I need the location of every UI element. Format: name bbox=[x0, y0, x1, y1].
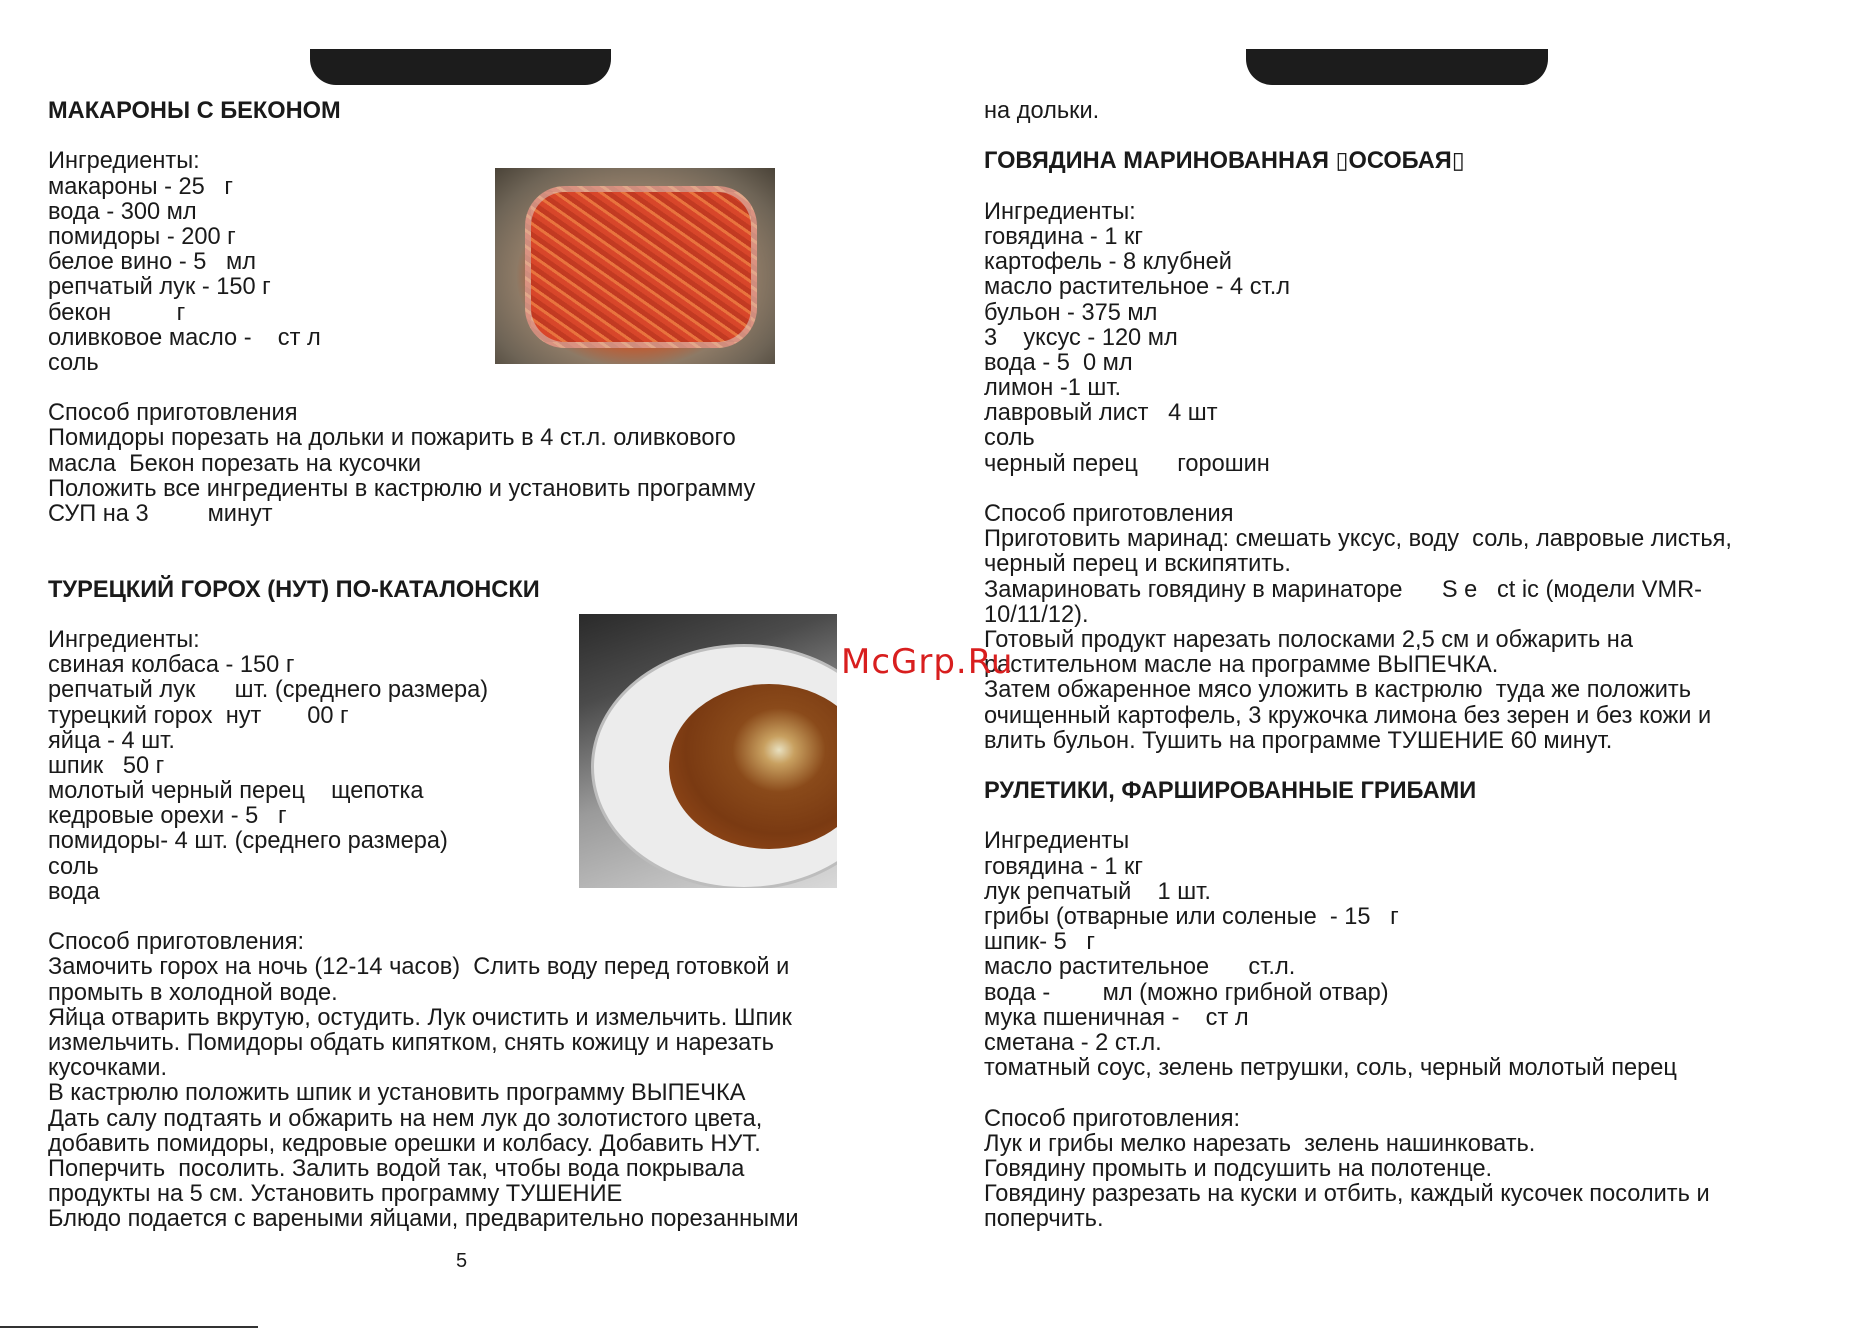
right-header-tab bbox=[1246, 49, 1548, 85]
text-line: молотый черный перец щепотка bbox=[48, 778, 424, 805]
text-line: соль bbox=[48, 349, 99, 376]
text-line: говядина - 1 кг bbox=[984, 223, 1143, 250]
text-line: Замариновать говядину в маринаторе S e ct ic (модели VMR- bbox=[984, 576, 1703, 603]
text-line: В кастрюлю положить шпик и установить программу ВЫПЕЧКА bbox=[48, 1080, 746, 1107]
text-line bbox=[48, 124, 799, 149]
text-line: Ингредиенты bbox=[984, 828, 1130, 855]
text-line: шпик 50 г bbox=[48, 752, 165, 779]
text-line: Блюдо подается с вареными яйцами, предварительно порезанными bbox=[48, 1206, 799, 1233]
text-line: вода - мл (можно грибной отвар) bbox=[984, 979, 1389, 1006]
text-line: Дать салу подтаять и обжарить на нем лук до золотистого цвета, bbox=[48, 1105, 763, 1132]
text-line: Яйца отварить вкрутую, остудить. Лук очистить и измельчить. Шпик bbox=[48, 1004, 792, 1031]
text-line: помидоры- 4 шт. (среднего размера) bbox=[48, 828, 448, 855]
text-line: репчатый лук шт. (среднего размера) bbox=[48, 677, 489, 704]
text-line: черный перец и вскипятить. bbox=[984, 551, 1291, 578]
recipe-title: РУЛЕТИКИ, ФАРШИРОВАННЫЕ ГРИБАМИ bbox=[984, 778, 1477, 805]
text-line: продукты на 5 см. Установить программу ТУШЕНИЕ bbox=[48, 1181, 623, 1208]
text-line: оливковое масло - ст л bbox=[48, 324, 321, 351]
text-line: растительном масле на программе ВЫПЕЧКА. bbox=[984, 652, 1499, 679]
text-line bbox=[48, 905, 799, 930]
text-line bbox=[984, 175, 1732, 200]
text-line: репчатый лук - 150 г bbox=[48, 274, 271, 301]
text-line: Замочить горох на ночь (12-14 часов) Слить воду перед готовкой и bbox=[48, 954, 790, 981]
text-line: Говядину промыть и подсушить на полотенце. bbox=[984, 1155, 1493, 1182]
text-line: помидоры - 200 г bbox=[48, 223, 236, 250]
text-line: вода - 5 0 мл bbox=[984, 349, 1133, 376]
right-page-text bbox=[984, 99, 1732, 1232]
text-line: Ингредиенты: bbox=[48, 148, 200, 175]
text-line: кедровые орехи - 5 г bbox=[48, 803, 287, 830]
text-line: Ингредиенты: bbox=[48, 626, 200, 653]
text-line bbox=[48, 527, 799, 552]
text-line: масло растительное ст.л. bbox=[984, 954, 1296, 981]
text-line: Лук и грибы мелко нарезать зелень нашинковать. bbox=[984, 1130, 1536, 1157]
text-line: Способ приготовления: bbox=[48, 929, 305, 956]
text-line: лук репчатый 1 шт. bbox=[984, 878, 1211, 905]
text-line bbox=[984, 477, 1732, 502]
text-line bbox=[48, 376, 799, 401]
text-line: СУП на 3 минут bbox=[48, 501, 273, 527]
text-line: бекон г bbox=[48, 299, 186, 326]
text-line: Способ приготовления: bbox=[984, 1105, 1241, 1132]
text-line: измельчить. Помидоры обдать кипятком, снять кожицу и нарезать bbox=[48, 1029, 774, 1056]
pasta-dish bbox=[525, 186, 757, 348]
text-line: Поперчить посолить. Залить водой так, чтобы вода покрывала bbox=[48, 1155, 745, 1182]
watermark: McGrp.Ru bbox=[841, 642, 1014, 682]
left-header-tab bbox=[310, 49, 611, 85]
text-line: макароны - 25 г bbox=[48, 173, 234, 200]
text-line bbox=[984, 754, 1732, 779]
text-line: лавровый лист 4 шт bbox=[984, 400, 1218, 427]
text-line bbox=[984, 804, 1732, 829]
text-line: поперчить. bbox=[984, 1206, 1104, 1233]
text-line bbox=[984, 124, 1732, 149]
text-line: 3 уксус - 120 мл bbox=[984, 324, 1178, 351]
text-line: Готовый продукт нарезать полосками 2,5 см и обжарить на bbox=[984, 626, 1633, 653]
text-line: добавить помидоры, кедровые орешки и колбасу. Добавить НУТ. bbox=[48, 1130, 761, 1157]
text-line: картофель - 8 клубней bbox=[984, 249, 1232, 276]
text-line: на дольки. bbox=[984, 98, 1100, 124]
text-line: шпик- 5 г bbox=[984, 929, 1096, 956]
chickpea-stew-photo bbox=[579, 614, 837, 888]
text-line: грибы (отварные или соленые - 15 г bbox=[984, 904, 1399, 930]
text-line: Говядину разрезать на куски и отбить, каждый кусочек посолить и bbox=[984, 1181, 1710, 1208]
recipe-title: ТУРЕЦКИЙ ГОРОХ (НУТ) ПО-КАТАЛОНСКИ bbox=[48, 576, 540, 603]
text-line: Приготовить маринад: смешать уксус, воду соль, лавровые листья, bbox=[984, 526, 1732, 553]
text-line: вода - 300 мл bbox=[48, 198, 197, 225]
text-line: масло растительное - 4 ст.л bbox=[984, 274, 1291, 301]
text-line: белое вино - 5 мл bbox=[48, 249, 257, 276]
text-line: Способ приготовления bbox=[48, 400, 298, 427]
pasta-bacon-photo bbox=[495, 168, 775, 364]
text-line: Положить все ингредиенты в кастрюлю и установить программу bbox=[48, 475, 756, 502]
text-line: свиная колбаса - 150 г bbox=[48, 652, 295, 679]
recipe-title: МАКАРОНЫ С БЕКОНОМ bbox=[48, 98, 341, 124]
text-line: томатный соус, зелень петрушки, соль, черный молотый перец bbox=[984, 1055, 1677, 1082]
text-line: турецкий горох нут 00 г bbox=[48, 702, 349, 729]
text-line: влить бульон. Тушить на программе ТУШЕНИЕ 60 минут. bbox=[984, 727, 1613, 754]
text-line: говядина - 1 кг bbox=[984, 853, 1143, 880]
text-line: соль bbox=[48, 853, 99, 880]
page-number: 5 bbox=[456, 1250, 468, 1272]
text-line: сметана - 2 ст.л. bbox=[984, 1029, 1162, 1056]
text-line: масла Бекон порезать на кусочки bbox=[48, 450, 422, 477]
text-line: соль bbox=[984, 425, 1035, 452]
text-line: лимон -1 шт. bbox=[984, 375, 1122, 402]
text-line: 10/11/12). bbox=[984, 601, 1089, 628]
text-line: очищенный картофель, 3 кружочка лимона без зерен и без кожи и bbox=[984, 702, 1712, 729]
text-line: промыть в холодной воде. bbox=[48, 979, 338, 1006]
text-line: вода bbox=[48, 878, 100, 905]
text-line bbox=[48, 552, 799, 577]
text-line: Помидоры порезать на дольки и пожарить в 4 ст.л. оливкового bbox=[48, 425, 736, 452]
text-line: бульон - 375 мл bbox=[984, 299, 1158, 326]
text-line: Ингредиенты: bbox=[984, 198, 1136, 225]
text-line: Способ приготовления bbox=[984, 501, 1234, 527]
text-line bbox=[984, 1081, 1732, 1106]
bottom-rule bbox=[0, 1326, 258, 1328]
text-line: черный перец горошин bbox=[984, 450, 1270, 477]
text-line: яйца - 4 шт. bbox=[48, 727, 175, 754]
text-line: Затем обжаренное мясо уложить в кастрюлю туда же положить bbox=[984, 677, 1692, 704]
text-line: кусочками. bbox=[48, 1055, 167, 1082]
recipe-title: ГОВЯДИНА МАРИНОВАННАЯ ▯ОСОБАЯ▯ bbox=[984, 148, 1465, 175]
text-line: мука пшеничная - ст л bbox=[984, 1004, 1249, 1031]
